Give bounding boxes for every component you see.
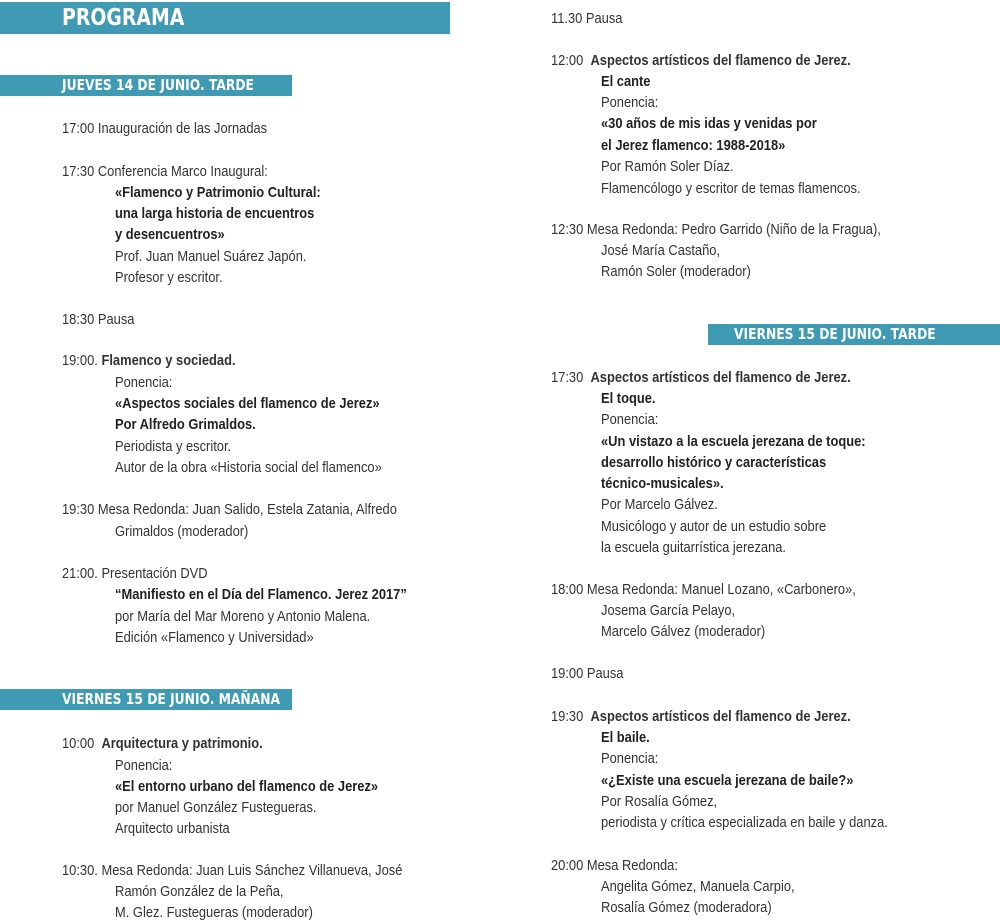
program-line <box>62 733 263 754</box>
program-line: José María Castaño, <box>601 242 721 259</box>
day-header-jueves <box>0 75 292 96</box>
program-line: 19:00 Pausa <box>551 665 624 682</box>
day-header-label: VIERNES 15 DE JUNIO. MAÑANA <box>62 690 281 708</box>
time: 19:30 <box>551 708 584 725</box>
time: 17:30 <box>551 369 584 386</box>
session-subtitle: El cante <box>601 73 651 90</box>
talk-title: «¿Existe una escuela jerezana de baile?» <box>601 772 854 789</box>
program-line: 20:00 Mesa Redonda: <box>551 857 678 874</box>
talk-title: “Manifiesto en el Día del Flamenco. Jerez 2017” <box>115 586 407 603</box>
label: Ponencia: <box>601 411 659 428</box>
talk-title: «El entorno urbano del flamenco de Jerez» <box>115 778 379 795</box>
time: 19:00. <box>62 352 98 369</box>
program-line <box>551 367 851 388</box>
program-line: M. Glez. Fustegueras (moderador) <box>115 904 313 921</box>
time: 10:00 <box>62 735 95 752</box>
speaker: por Manuel González Fustegueras. <box>115 799 317 816</box>
time: 12:00 <box>551 52 584 69</box>
speaker-role: periodista y crítica especializada en baile y danza. <box>601 814 888 831</box>
label: Ponencia: <box>601 94 659 111</box>
speaker: Prof. Juan Manuel Suárez Japón. <box>115 248 307 265</box>
program-line: Grimaldos (moderador) <box>115 523 249 540</box>
session-title: Arquitectura y patrimonio. <box>101 735 263 752</box>
program-line: Rosalía Gómez (moderadora) <box>601 899 772 916</box>
day-header-viernes-tarde <box>708 324 1000 345</box>
program-line: 11.30 Pausa <box>551 10 623 27</box>
speaker: Por Ramón Soler Díaz. <box>601 158 734 175</box>
program-line: Angelita Gómez, Manuela Carpio, <box>601 878 795 895</box>
talk-title: el Jerez flamenco: 1988-2018» <box>601 137 786 154</box>
speaker: por María del Mar Moreno y Antonio Malena. <box>115 608 371 625</box>
speaker: Por Rosalía Gómez, <box>601 793 718 810</box>
session-title: Aspectos artísticos del flamenco de Jerez. <box>590 52 851 69</box>
program-line: 18:00 Mesa Redonda: Manuel Lozano, «Carbonero», <box>551 581 856 598</box>
program-line: 18:30 Pausa <box>62 311 135 328</box>
speaker-role: Arquitecto urbanista <box>115 820 230 837</box>
program-line: Ramón Soler (moderador) <box>601 263 751 280</box>
talk-title: una larga historia de encuentros <box>115 205 315 222</box>
speaker-role: Edición «Flamenco y Universidad» <box>115 629 314 646</box>
session-title: Aspectos artísticos del flamenco de Jerez. <box>590 708 851 725</box>
label: Ponencia: <box>601 750 659 767</box>
talk-title: «30 años de mis idas y venidas por <box>601 115 817 132</box>
session-title: Flamenco y sociedad. <box>101 352 236 369</box>
speaker-role: Musicólogo y autor de un estudio sobre <box>601 518 827 535</box>
speaker-role: la escuela guitarrística jerezana. <box>601 539 787 556</box>
talk-title: «Flamenco y Patrimonio Cultural: <box>115 184 321 201</box>
program-title-bar <box>0 2 450 34</box>
speaker: Por Alfredo Grimaldos. <box>115 416 256 433</box>
talk-title: y desencuentros» <box>115 226 225 243</box>
label: Ponencia: <box>115 374 173 391</box>
speaker-role: Flamencólogo y escritor de temas flamencos. <box>601 180 861 197</box>
program-line: 10:30. Mesa Redonda: Juan Luis Sánchez Villanueva, José <box>62 862 403 879</box>
day-header-label: JUEVES 14 DE JUNIO. TARDE <box>62 76 254 94</box>
talk-title: desarrollo histórico y características <box>601 454 827 471</box>
program-line: 17:00 Inauguración de las Jornadas <box>62 120 268 137</box>
day-header-viernes-manana <box>0 689 292 710</box>
session-subtitle: El baile. <box>601 729 650 746</box>
speaker: Por Marcelo Gálvez. <box>601 496 718 513</box>
program-line <box>62 350 236 371</box>
label: Ponencia: <box>115 757 173 774</box>
speaker-role: Periodista y escritor. <box>115 438 232 455</box>
program-line: Marcelo Gálvez (moderador) <box>601 623 766 640</box>
day-header-label: VIERNES 15 DE JUNIO. TARDE <box>734 325 936 343</box>
program-title: PROGRAMA <box>62 5 185 31</box>
program-line <box>551 706 851 727</box>
program-line: 19:30 Mesa Redonda: Juan Salido, Estela Zatania, Alfredo <box>62 501 397 518</box>
program-line <box>551 50 851 71</box>
speaker-role: Autor de la obra «Historia social del flamenco» <box>115 459 382 476</box>
program-line: Ramón González de la Peña, <box>115 883 284 900</box>
speaker-role: Profesor y escritor. <box>115 269 223 286</box>
session-subtitle: El toque. <box>601 390 656 407</box>
program-line: Josema García Pelayo, <box>601 602 736 619</box>
talk-title: «Aspectos sociales del flamenco de Jerez» <box>115 395 380 412</box>
program-line: 21:00. Presentación DVD <box>62 565 208 582</box>
program-line: 12:30 Mesa Redonda: Pedro Garrido (Niño de la Fragua), <box>551 221 881 238</box>
talk-title: «Un vistazo a la escuela jerezana de toque: <box>601 433 866 450</box>
session-title: Aspectos artísticos del flamenco de Jerez. <box>590 369 851 386</box>
program-line: 17:30 Conferencia Marco Inaugural: <box>62 163 268 180</box>
talk-title: técnico-musicales». <box>601 475 724 492</box>
